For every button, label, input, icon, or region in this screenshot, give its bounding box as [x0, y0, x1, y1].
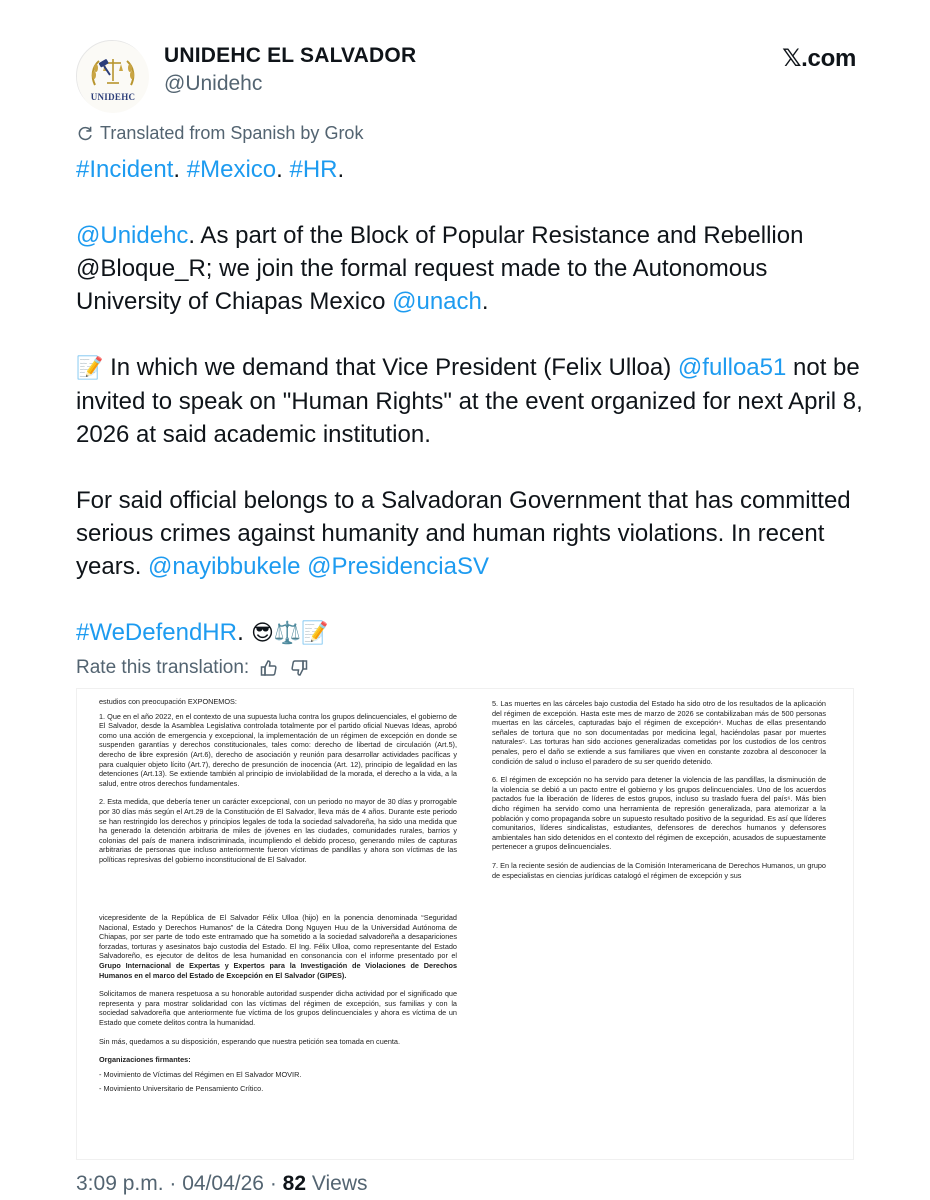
views-label: Views [306, 1172, 368, 1195]
signers-title-text: Organizaciones firmantes: [99, 1055, 191, 1065]
document-paragraph [99, 913, 457, 980]
mention-unidehc[interactable]: @Unidehc [76, 222, 189, 249]
tweet-paragraph-reason [76, 484, 876, 583]
tweet-meta [76, 1172, 368, 1196]
document-paragraph: estudios con preocupación EXPONEMOS: [99, 697, 237, 706]
account-name[interactable]: UNIDEHC EL SALVADOR [164, 44, 417, 67]
document-paragraph: 2. Esta medida, que debería tener un carácter excepcional, con un periodo no mayor de 30 días y prorrogable por 30 días más según el Art.29 de la Constitución de El Salvador, lleva más de 4 años. Durante este periodo se han restringido los derechos y principios legales de toda la sociedad salvadoreña, ha sido una medida que ha generado la detención arbitraria de miles de jóvenes en las ciudades, comunidades rurales, barrios y colonias del país de manera indiscriminada, incumpliendo el debido proceso, generando miles de capturas arbitrarias de personas que incluso anteriormente fueron víctimas de pandillas y ahora son víctimas de las políticas represivas del gobierno inconstitucional de El Salvador. [99, 797, 457, 864]
mention-presidenciasv[interactable]: @PresidenciaSV [307, 553, 489, 580]
mention-unach[interactable]: @unach [392, 288, 482, 315]
tweet-time[interactable]: 3:09 p.m. [76, 1172, 164, 1195]
document-signers-title [99, 1055, 457, 1065]
logo-scales-gavel-icon [77, 41, 149, 113]
meta-separator: · [263, 1172, 283, 1195]
views-count: 82 [282, 1172, 307, 1195]
paragraph-text: For said official belongs to a Salvadoran Government that has committed serious crimes against humanity and human rights violations. In recent years. [76, 487, 851, 580]
closing-emojis: . 😎⚖️📝 [236, 621, 329, 646]
document-text: vicepresidente de la República de El Salvador Félix Ulloa (hijo) en la ponencia denominada “Seguridad Nacional, Estado y Derechos Humanos” de la Cátedra Dong Nguyen Huu de la Universidad Autónoma de Chiapas, por ser parte de todo este entramado que ha sometido a la sociedad salvadoreña a desapariciones forzadas, torturas y asesinatos bajo custodia del Estado. El Ing. Félix Ulloa, como representante del Estado Salvadoreño, es ejecutor de delitos de lesa humanidad en consonancia con el informe presentado por el [99, 913, 457, 961]
document-bold-text: Grupo Internacional de Expertas y Expertos para la Investigación de Violaciones de Derechos Humanos en el marco del Estado de Excepción en El Salvador (GIPES). [99, 960, 457, 980]
site-brand[interactable]: 𝕏.com [782, 45, 856, 72]
document-paragraph: Sin más, quedamos a su disposición, esperando que nuestra petición sea tomada en cuenta. [99, 1036, 400, 1046]
document-column-left-top [99, 697, 457, 907]
document-signer: - Movimiento de Víctimas del Régimen en El Salvador MOVIR. [99, 1069, 302, 1079]
hashtag-wedefendhr[interactable]: #WeDefendHR [76, 619, 237, 646]
tweet-date[interactable]: 04/04/26 [182, 1172, 264, 1195]
tweet-paragraph-join [76, 219, 876, 318]
avatar[interactable] [76, 40, 148, 112]
paragraph-text: . As part of the Block of Popular Resistance and Rebellion @Bloque_R; we join the formal request made to the Autonomous University of Chiapas Mexico [76, 222, 804, 315]
avatar-wordmark: UNIDEHC [90, 92, 136, 102]
hashtag-mexico[interactable]: #Mexico [186, 156, 277, 183]
thumbs-up-icon[interactable] [259, 658, 279, 678]
document-paragraph: 6. El régimen de excepción no ha servido para detener la violencia de las pandillas, la disminución de la violencia se debió a un pacto entre el gobierno y los grupos delincuenciales. Uno de los acuerdos pactados fue la liberación de líderes de estos grupos, incluso su traslado fuera del país⁶. Más bien dicho régimen ha servido como una herramienta de represión generalizada, para atemorizar a la población y como propaganda sobre un supuesto resultado positivo de la seguridad. Es así que líderes comunitarios, líderes sindicalistas, estudiantes, defensores de derechos humanos y defensores ambientales han sido detenidos en el contexto del régimen de excepción, acusados de supuestamente pertenecer a grupos delincuenciales. [492, 775, 826, 852]
paragraph-text: In which we demand that Vice President (Felix Ulloa) [103, 354, 678, 381]
tweet-closing-line [76, 616, 876, 650]
document-column-right [492, 699, 826, 916]
refresh-icon [77, 125, 94, 142]
translation-note [77, 123, 363, 144]
document-paragraph: 7. En la reciente sesión de audiencias de la Comisión Interamericana de Derechos Humanos, un grupo de especialistas en ciencias jurídicas catalogó el régimen de excepción y sus [492, 860, 826, 880]
thumbs-down-icon[interactable] [289, 658, 309, 678]
meta-separator: · [163, 1172, 183, 1195]
tweet-body [76, 153, 876, 650]
mention-fulloa51[interactable]: @fulloa51 [677, 354, 787, 381]
translation-text: Translated from Spanish by Grok [100, 123, 364, 143]
mention-nayibbukele[interactable]: @nayibbukele [148, 553, 301, 580]
document-paragraph: Solicitamos de manera respetuosa a su honorable autoridad suspender dicha actividad por el significado que representa y para mostrar solidaridad con las víctimas del régimen de excepción, sus familias y con la sociedad salvadoreña que anteriormente fue víctima de los grupos delincuenciales y ahora es víctima de un Estado que comete delitos contra la humanidad. [99, 989, 457, 1027]
hashtag-incident[interactable]: #Incident [76, 156, 174, 183]
paragraph-end: . [481, 288, 489, 315]
document-paragraph: 5. Las muertes en las cárceles bajo custodia del Estado ha sido otro de los resultados de la aplicación del régimen de excepción. Hasta este mes de marzo de 2026 se contabilizaban más de 500 personas muertas en las cárceles, capturadas bajo el régimen de excepción⁴. Muchas de ellas presentando señales de tortura que no son documentadas por medicina legal, haciéndolas pasar por muertes naturales⁵. Las torturas han sido acciones generalizadas cometidas por los custodios de los centros penales, pero el daño se extiende a sus familiares que viven en constante zozobra al desconocer la condición de salud o incluso el paradero de su ser querido detenido. [492, 699, 826, 766]
document-paragraph: 1. Que en el año 2022, en el contexto de una supuesta lucha contra los grupos delincuenciales, el gobierno de El Salvador, desde la Asamblea Legislativa controlada totalmente por el partido oficial Nuevas Ideas, aprobó como una acción de emergencia y excepcional, la implementación de un régimen de excepción en donde se suspenden garantías y derechos constitucionales, tales como: derecho de libertad de circulación (Art.5), derecho de libre expresión (Art.6), derecho de asociación y reunión para desarrollar actividades pacíficas y para cualquier objeto lícito (Art.7), derecho de presunción de inocencia (Art. 12), principio de legalidad en las detenciones (Art.13). Se extiende también al principio de inviolabilidad de la morada, el derecho a la vida, a la salud, entre otros derechos fundamentales. [99, 711, 457, 788]
tweet-paragraph-demand [76, 351, 876, 451]
hashtag-hr[interactable]: #HR [289, 156, 338, 183]
memo-icon: 📝 [76, 356, 104, 381]
document-signer: - Movimiento Universitario de Pensamiento Crítico. [99, 1084, 264, 1094]
account-handle[interactable]: @Unidehc [164, 72, 263, 95]
tweet-hashtags-line: #Incident. #Mexico. #HR. [76, 156, 345, 183]
document-column-left-bottom [99, 913, 457, 1158]
rate-label: Rate this translation: [76, 657, 250, 678]
tweet-header [76, 36, 856, 116]
attached-document-image[interactable] [76, 688, 854, 1160]
rate-translation [76, 657, 309, 679]
paragraph-end: not be invited to speak on "Human Rights" at the event organized for next April 8, 2026 at said academic institution. [76, 354, 863, 448]
